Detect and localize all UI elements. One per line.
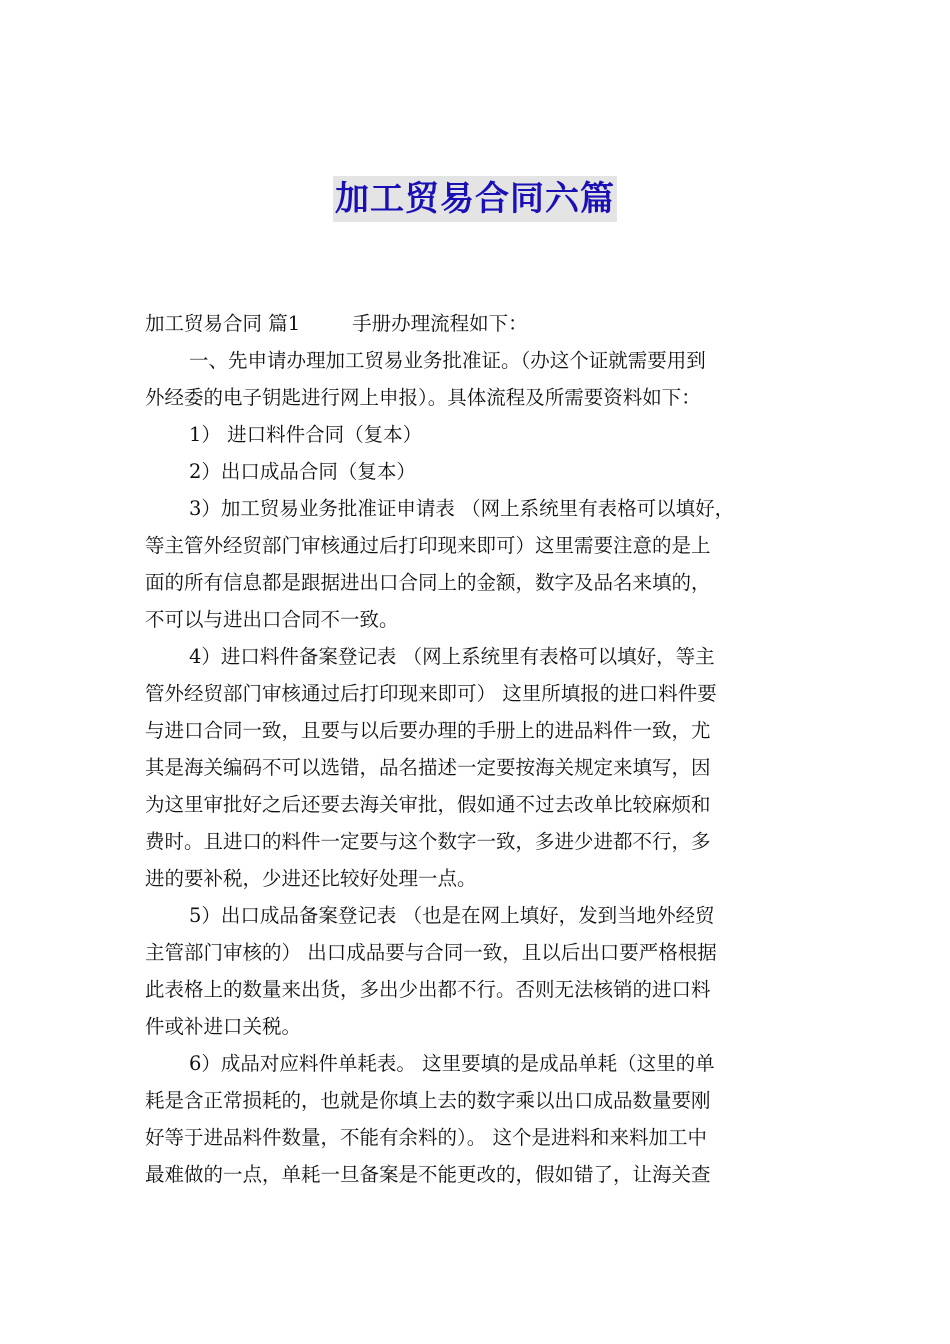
section-intro: 手册办理流程如下： bbox=[352, 312, 528, 335]
paragraph-line: 6）成品对应料件单耗表。 这里要填的是成品单耗（这里的单 bbox=[189, 1052, 715, 1075]
paragraph-line: 此表格上的数量来出货，多出少出都不行。否则无法核销的进口料 bbox=[145, 978, 711, 1001]
paragraph-line: 与进口合同一致，且要与以后要办理的手册上的进品料件一致，尤 bbox=[145, 719, 711, 742]
paragraph-line: 管外经贸部门审核通过后打印现来即可） 这里所填报的进口料件要 bbox=[145, 682, 717, 705]
section-heading-line bbox=[145, 305, 810, 342]
paragraph-line: 费时。且进口的料件一定要与这个数字一致，多进少进都不行，多 bbox=[145, 830, 711, 853]
paragraph-line: 等主管外经贸部门审核通过后打印现来即可）这里需要注意的是上 bbox=[145, 534, 711, 557]
paragraph-line: 一、先申请办理加工贸易业务批准证。（办这个证就需要用到 bbox=[189, 349, 706, 372]
paragraph-line: 面的所有信息都是跟据进出口合同上的金额，数字及品名来填的， bbox=[145, 571, 711, 594]
paragraph-line: 件或补进口关税。 bbox=[145, 1015, 302, 1038]
paragraph-line: 主管部门审核的） 出口成品要与合同一致，且以后出口要严格根据 bbox=[145, 941, 717, 964]
paragraph-line: 4）进口料件备案登记表 （网上系统里有表格可以填好，等主 bbox=[189, 645, 715, 668]
paragraph-line: 5）出口成品备案登记表 （也是在网上填好，发到当地外经贸 bbox=[189, 904, 715, 927]
paragraph-line: 不可以与进出口合同不一致。 bbox=[145, 608, 399, 631]
document-title: 加工贸易合同六篇 bbox=[333, 176, 617, 222]
document-body bbox=[145, 305, 810, 1193]
paragraph-line: 其是海关编码不可以选错，品名描述一定要按海关规定来填写，因 bbox=[145, 756, 711, 779]
document-title-wrapper bbox=[0, 176, 950, 222]
paragraph-line: 外经委的电子钥匙进行网上申报）。具体流程及所需要资料如下： bbox=[145, 386, 701, 409]
paragraph-line: 耗是含正常损耗的，也就是你填上去的数字乘以出口成品数量要刚 bbox=[145, 1089, 711, 1112]
paragraph-line: 好等于进品料件数量，不能有余料的）。 这个是进料和来料加工中 bbox=[145, 1126, 707, 1149]
paragraph-line: 进的要补税，少进还比较好处理一点。 bbox=[145, 867, 477, 890]
paragraph-line: 3）加工贸易业务批准证申请表 （网上系统里有表格可以填好， bbox=[189, 497, 735, 520]
section-heading: 加工贸易合同 篇1 bbox=[145, 312, 301, 335]
paragraph-line: 最难做的一点，单耗一旦备案是不能更改的，假如错了，让海关查 bbox=[145, 1163, 711, 1186]
list-item-line: 1） 进口料件合同（复本） bbox=[189, 423, 423, 446]
list-item-line: 2）出口成品合同（复本） bbox=[189, 460, 416, 483]
paragraph-line: 为这里审批好之后还要去海关审批，假如通不过去改单比较麻烦和 bbox=[145, 793, 711, 816]
